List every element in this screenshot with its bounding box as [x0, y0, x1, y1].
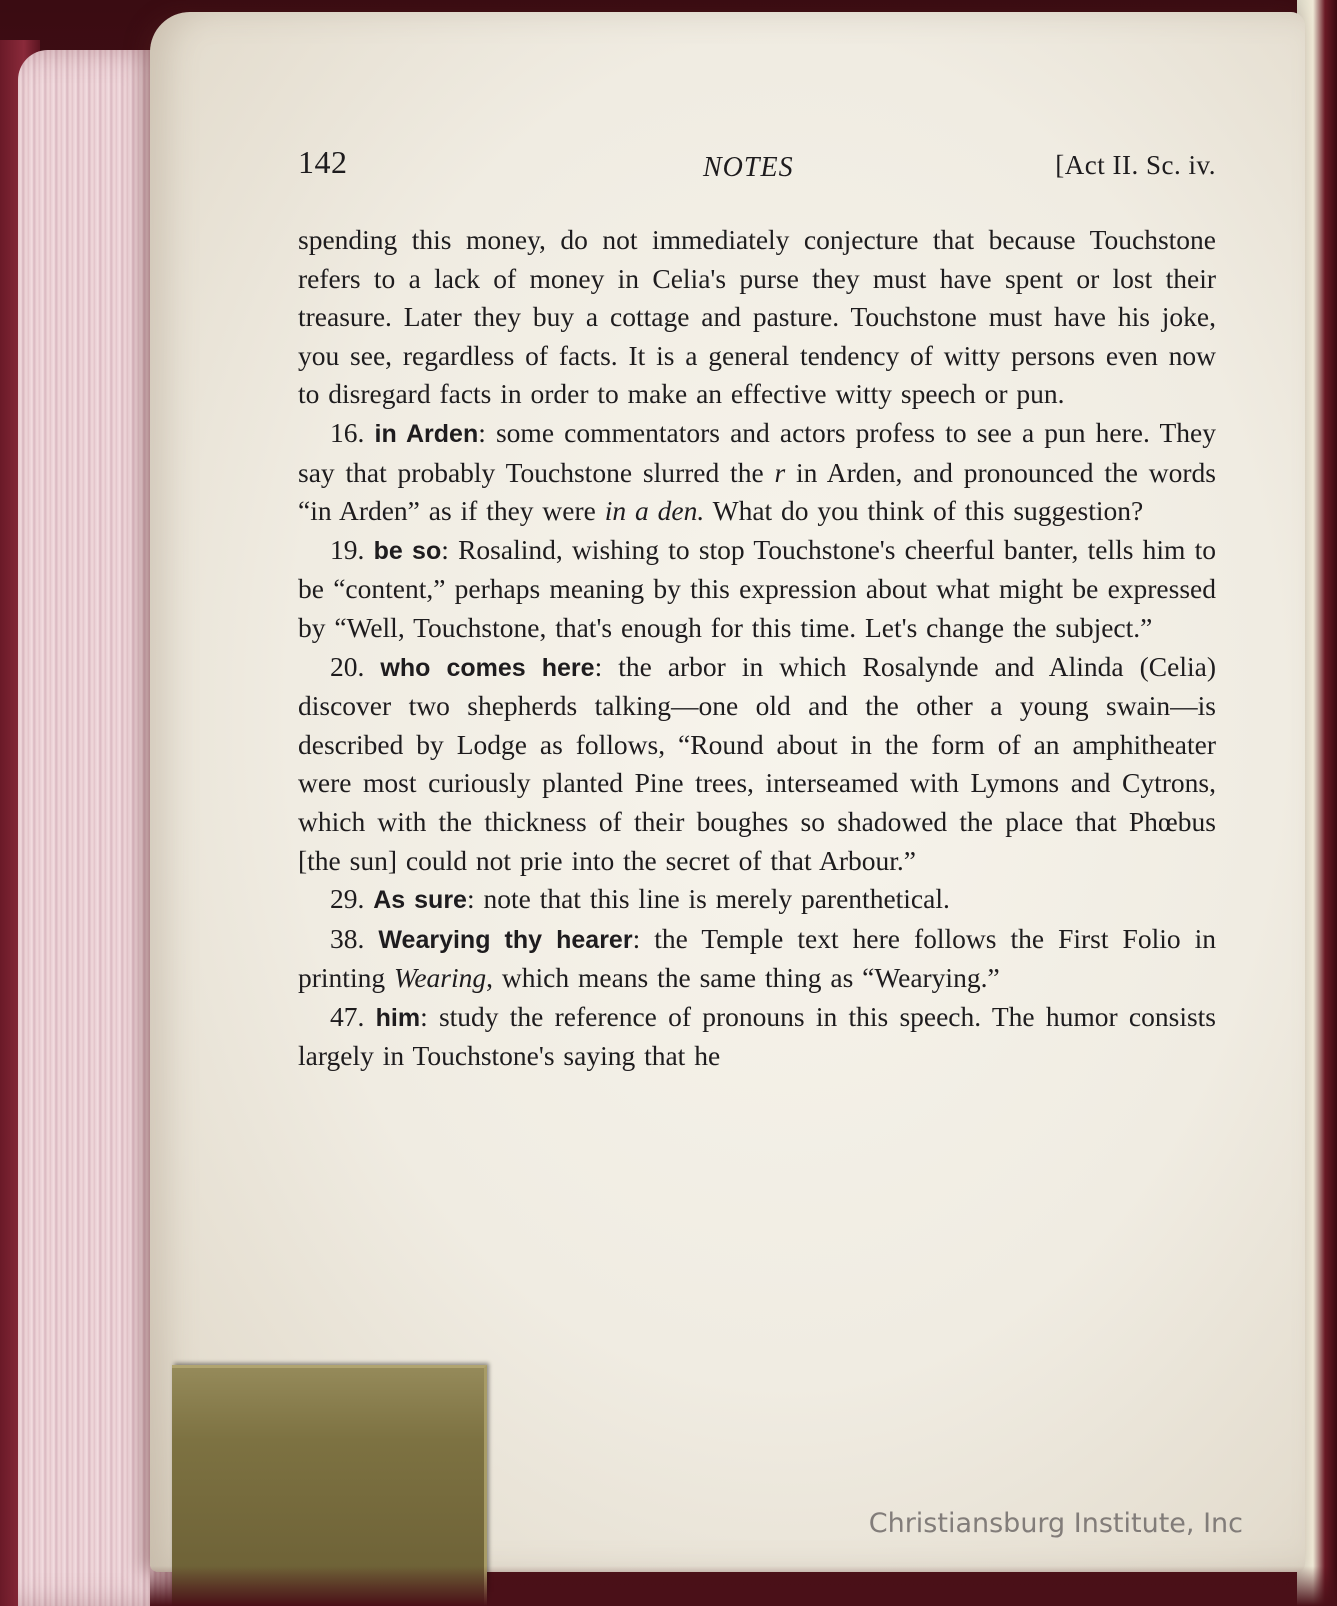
note-lemma: in Arden [374, 419, 479, 448]
note-text: , which means the same thing as “Wearying.” [486, 962, 1000, 994]
notes-body [298, 221, 1216, 1076]
act-reference: [Act II. Sc. iv. [1055, 150, 1216, 180]
note-text: What do you think of this suggestion? [704, 495, 1144, 527]
note-lemma: him [375, 1003, 421, 1032]
bottom-shadow [150, 1566, 1337, 1606]
note-number: 20. [330, 650, 365, 682]
note-text: in Arden, and pronounced the words “in Arden” as if they were [298, 456, 1217, 527]
note-number: 29. [330, 883, 365, 915]
running-title: NOTES [703, 152, 794, 183]
note-19 [298, 531, 1216, 648]
continued-paragraph: spending this money, do not immediately conjecture that because Touchstone refers to a lack of money in Celia's purse they must have spent or lost their treasure. Later they buy a cottage and pasture. Touchstone must have his joke, you see, regardless of facts. It is a general tendency of witty persons even now to disregard facts in order to make an effective witty speech or pun. [298, 224, 1216, 410]
note-lemma: who comes here [380, 653, 595, 682]
watermark-text: Christiansburg Institute, Inc [868, 1508, 1243, 1539]
note-20 [298, 648, 1216, 881]
note-text: : some commentators and actors profess to see a pun here. They say that probably Touchstone slurred the [298, 416, 1216, 488]
note-text: : the arbor in which Rosalynde and Alinda (Celia) discover two shepherds talking—one old and the other a young swain—is described by Lodge as follows, “Round about in the form of an amphitheater were most curiously planted Pine trees, interseamed with Lymons and Cytrons, which with the thickness of their boughes so shadowed the place that Phœbus [the sun] could not prie into the secret of that Arbour.” [298, 650, 1216, 876]
note-text: : Rosalind, wishing to stop Touchstone's cheerful banter, tells him to be “content,” perhaps meaning by this expression about what might be expressed by “Well, Touchstone, that's enough for this time. Let's change the subject.” [298, 533, 1217, 643]
note-29 [298, 880, 1216, 920]
note-italic: Wearing [393, 962, 487, 994]
note-number: 47. [330, 1000, 365, 1032]
note-lemma: As sure [373, 886, 467, 915]
page-number: 142 [298, 144, 348, 180]
note-lemma: be so [373, 536, 442, 565]
note-number: 19. [330, 533, 365, 565]
note-text: : note that this line is merely parenthetical. [466, 883, 950, 915]
book-page [150, 12, 1305, 1572]
note-italic: in a den. [604, 495, 705, 527]
note-text: : study the reference of pronouns in this speech. The humor consists largely in Touchstone's saying that he [298, 1000, 1216, 1072]
page-content [298, 140, 1216, 1076]
note-text: : the Temple text here follows the First Folio in printing [298, 922, 1216, 994]
note-number: 16. [330, 416, 365, 448]
note-16 [298, 414, 1216, 531]
note-38 [298, 920, 1216, 998]
note-number: 38. [330, 922, 365, 954]
note-italic: r [774, 456, 786, 488]
note-47 [298, 998, 1216, 1076]
note-lemma: Wearying thy hearer [378, 925, 633, 954]
page-header [298, 140, 1216, 204]
